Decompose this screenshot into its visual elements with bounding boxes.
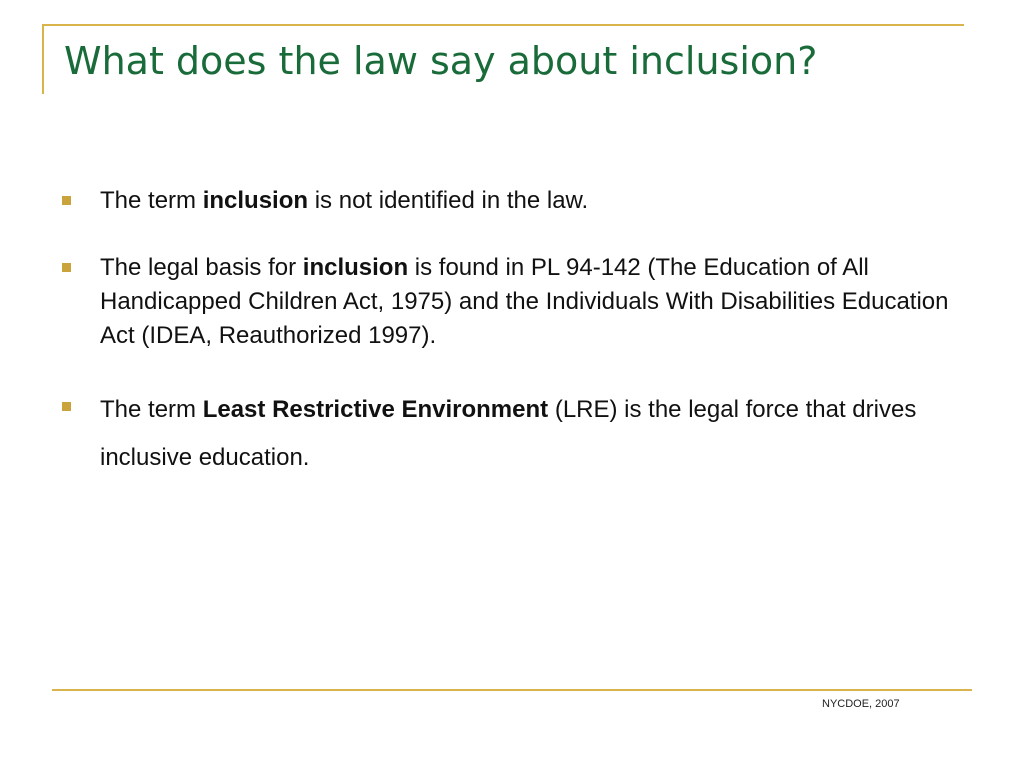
header-rule-left [42, 24, 44, 94]
footer-credit: NYCDOE, 2007 [822, 698, 900, 710]
bullet-text-pre: The legal basis for [100, 254, 303, 281]
bullet-list [62, 184, 972, 482]
square-bullet-icon [62, 263, 71, 272]
bullet-text-pre: The term [100, 187, 203, 214]
header-rule-top [42, 24, 964, 26]
bullet-item [62, 386, 972, 482]
bullet-item [62, 251, 972, 353]
bullet-item [62, 184, 972, 218]
bullet-text-bold: inclusion [202, 187, 309, 214]
slide-title: What does the law say about inclusion? [64, 39, 818, 83]
bullet-text-post: is found in PL 94-142 (The Education of All Handicapped Children Act, 1975) and the Individuals With Disabilities Education Act (IDEA, Reauthorized 1997). [100, 254, 949, 349]
bullet-text-bold: Least Restrictive Environment [202, 396, 549, 423]
square-bullet-icon [62, 196, 71, 205]
square-bullet-icon [62, 402, 71, 411]
bullet-text-post: is not identified in the law. [308, 187, 589, 214]
footer-rule [52, 689, 972, 691]
bullet-text-post: (LRE) is the legal force that drives inclusive education. [100, 396, 917, 471]
bullet-text-bold: inclusion [302, 254, 409, 281]
bullet-text-pre: The term [100, 396, 203, 423]
